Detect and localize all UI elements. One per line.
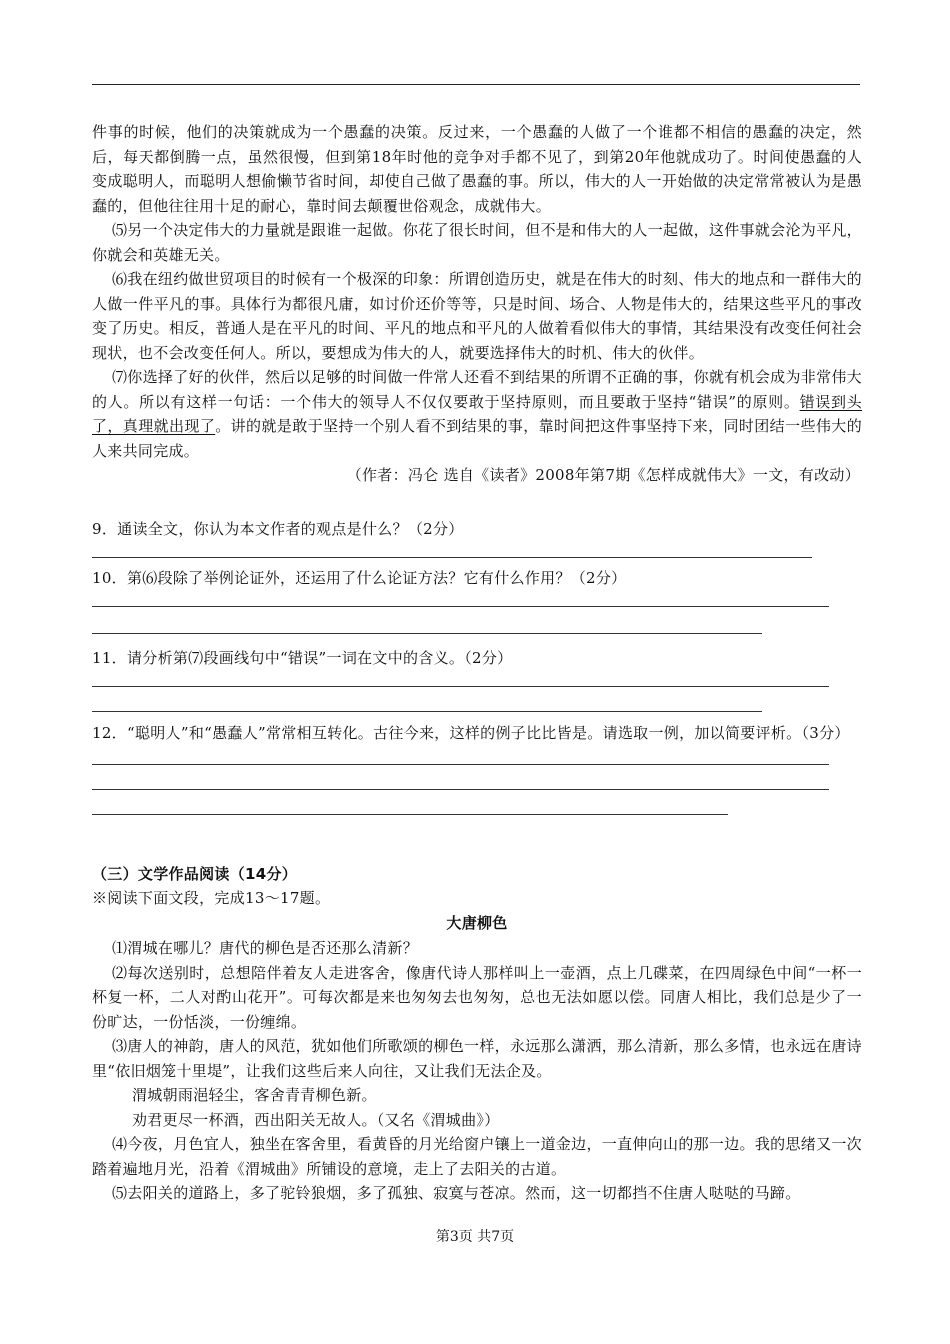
page-number: 第3页 共7页 (435, 1229, 515, 1245)
paragraph-7-text-a: ⑺你选择了好的伙伴，然后以足够的时间做一件常人还看不到结果的所谓不正确的事，你就有机会成为非常伟大的人。所以有这样一句话：一个伟大的领导人不仅仅要敢于坚持原则，而且要敢于坚持“错误”的原则。 (92, 368, 862, 411)
question-9: 9．通读全文，你认为本文作者的观点是什么？（2分） (92, 520, 464, 538)
answer-line[interactable] (92, 764, 829, 765)
section-3 (92, 862, 862, 1206)
questions-block (92, 517, 862, 815)
answer-line[interactable] (92, 633, 762, 634)
section-instruction: ※阅读下面文段，完成13～17题。 (92, 889, 331, 907)
question-12: 12．“聪明人”和“愚蠢人”常常相互转化。古往今来，这样的例子比比皆是。请选取一例，加以简要评析。（3分） (92, 724, 850, 742)
article-title: 大唐柳色 (446, 914, 508, 932)
article-paragraph-2: ⑵每次送别时，总想陪伴着友人走进客舍，像唐代诗人那样叫上一壶酒，点上几碟菜，在四周绿色中间“一杯一杯复一杯，二人对酌山花开”。可每次都是来也匆匆去也匆匆，总也无法如愿以偿。同唐人相比，我们总是少了一份旷达，一份恬淡，一份缠绵。 (92, 963, 862, 1031)
answer-line[interactable] (92, 789, 829, 790)
paragraph-6: ⑹我在纽约做世贸项目的时候有一个极深的印象：所谓创造历史，就是在伟大的时刻、伟大的地点和一群伟大的人做一件平凡的事。具体行为都很凡庸，如讨价还价等等，只是时间、场合、人物是伟大的，结果这些平凡的事改变了历史。相反，普通人是在平凡的时间、平凡的地点和平凡的人做着看似伟大的事情，其结果没有改变任何社会现状，也不会改变任何人。所以，要想成为伟大的人，就要选择伟大的时机、伟大的伙伴。 (92, 270, 862, 362)
question-11: 11．请分析第⑺段画线句中“错误”一词在文中的含义。（2分） (92, 649, 513, 667)
section-title: （三）文学作品阅读（14分） (92, 865, 298, 883)
question-10: 10．第⑹段除了举例论证外，还运用了什么论证方法？它有什么作用？（2分） (92, 569, 627, 587)
paragraph-7 (92, 365, 862, 463)
attribution: （作者：冯仑 选自《读者》2008年第7期《怎样成就伟大》一文，有改动） (346, 466, 860, 484)
paragraph-7-text-b: 。讲的就是敢于坚持一个别人看不到结果的事，靠时间把这件事坚持下来，同时团结一些伟大的人来共同完成。 (92, 417, 862, 460)
answer-line[interactable] (92, 711, 762, 712)
poem-line-1: 渭城朝雨浥轻尘，客舍青青柳色新。 (132, 1086, 377, 1104)
article-paragraph-3: ⑶唐人的神韵，唐人的风范，犹如他们所歌颂的柳色一样，永远那么潇洒，那么清新，那么多情，也永远在唐诗里“依旧烟笼十里堤”，让我们这些后来人向往，又让我们无法企及。 (92, 1037, 862, 1080)
answer-line[interactable] (92, 606, 829, 607)
answer-line[interactable] (92, 814, 728, 815)
paragraph-5: ⑸另一个决定伟大的力量就是跟谁一起做。你花了很长时间，但不是和伟大的人一起做，这件事就会沦为平凡，你就会和英雄无关。 (92, 221, 862, 264)
underlined-sentence: 错误到头了，真理就出现了 (92, 392, 862, 435)
passage-a (92, 120, 862, 488)
answer-line[interactable] (92, 686, 829, 687)
answer-line[interactable] (92, 557, 812, 558)
article-paragraph-5: ⑸去阳关的道路上，多了驼铃狼烟，多了孤独、寂寞与苍凉。然而，这一切都挡不住唐人哒哒的马蹄。 (112, 1184, 801, 1202)
article-paragraph-4: ⑷今夜，月色宜人，独坐在客舍里，看黄昏的月光给窗户镶上一道金边，一直伸向山的那一边。我的思绪又一次踏着遍地月光，沿着《渭城曲》所铺设的意境，走上了去阳关的古道。 (92, 1135, 862, 1178)
paragraph-4-continued: 件事的时候，他们的决策就成为一个愚蠢的决策。反过来，一个愚蠢的人做了一个谁都不相信的愚蠢的决定，然后，每天都倒腾一点，虽然很慢，但到第18年时他的竞争对手都不见了，到第20年他就成功了。时间使愚蠢的人变成聪明人，而聪明人想偷懒节省时间，却使自己做了愚蠢的事。所以，伟大的人一开始做的决定常常被认为是愚蠢的，但他往往用十足的耐心，靠时间去颠覆世俗观念，成就伟大。 (92, 123, 862, 215)
article-paragraph-1: ⑴渭城在哪儿？唐代的柳色是否还那么清新？ (112, 939, 419, 957)
header-rule (92, 84, 860, 85)
poem-line-2: 劝君更尽一杯酒，西出阳关无故人。（又名《渭城曲》） (132, 1110, 500, 1129)
